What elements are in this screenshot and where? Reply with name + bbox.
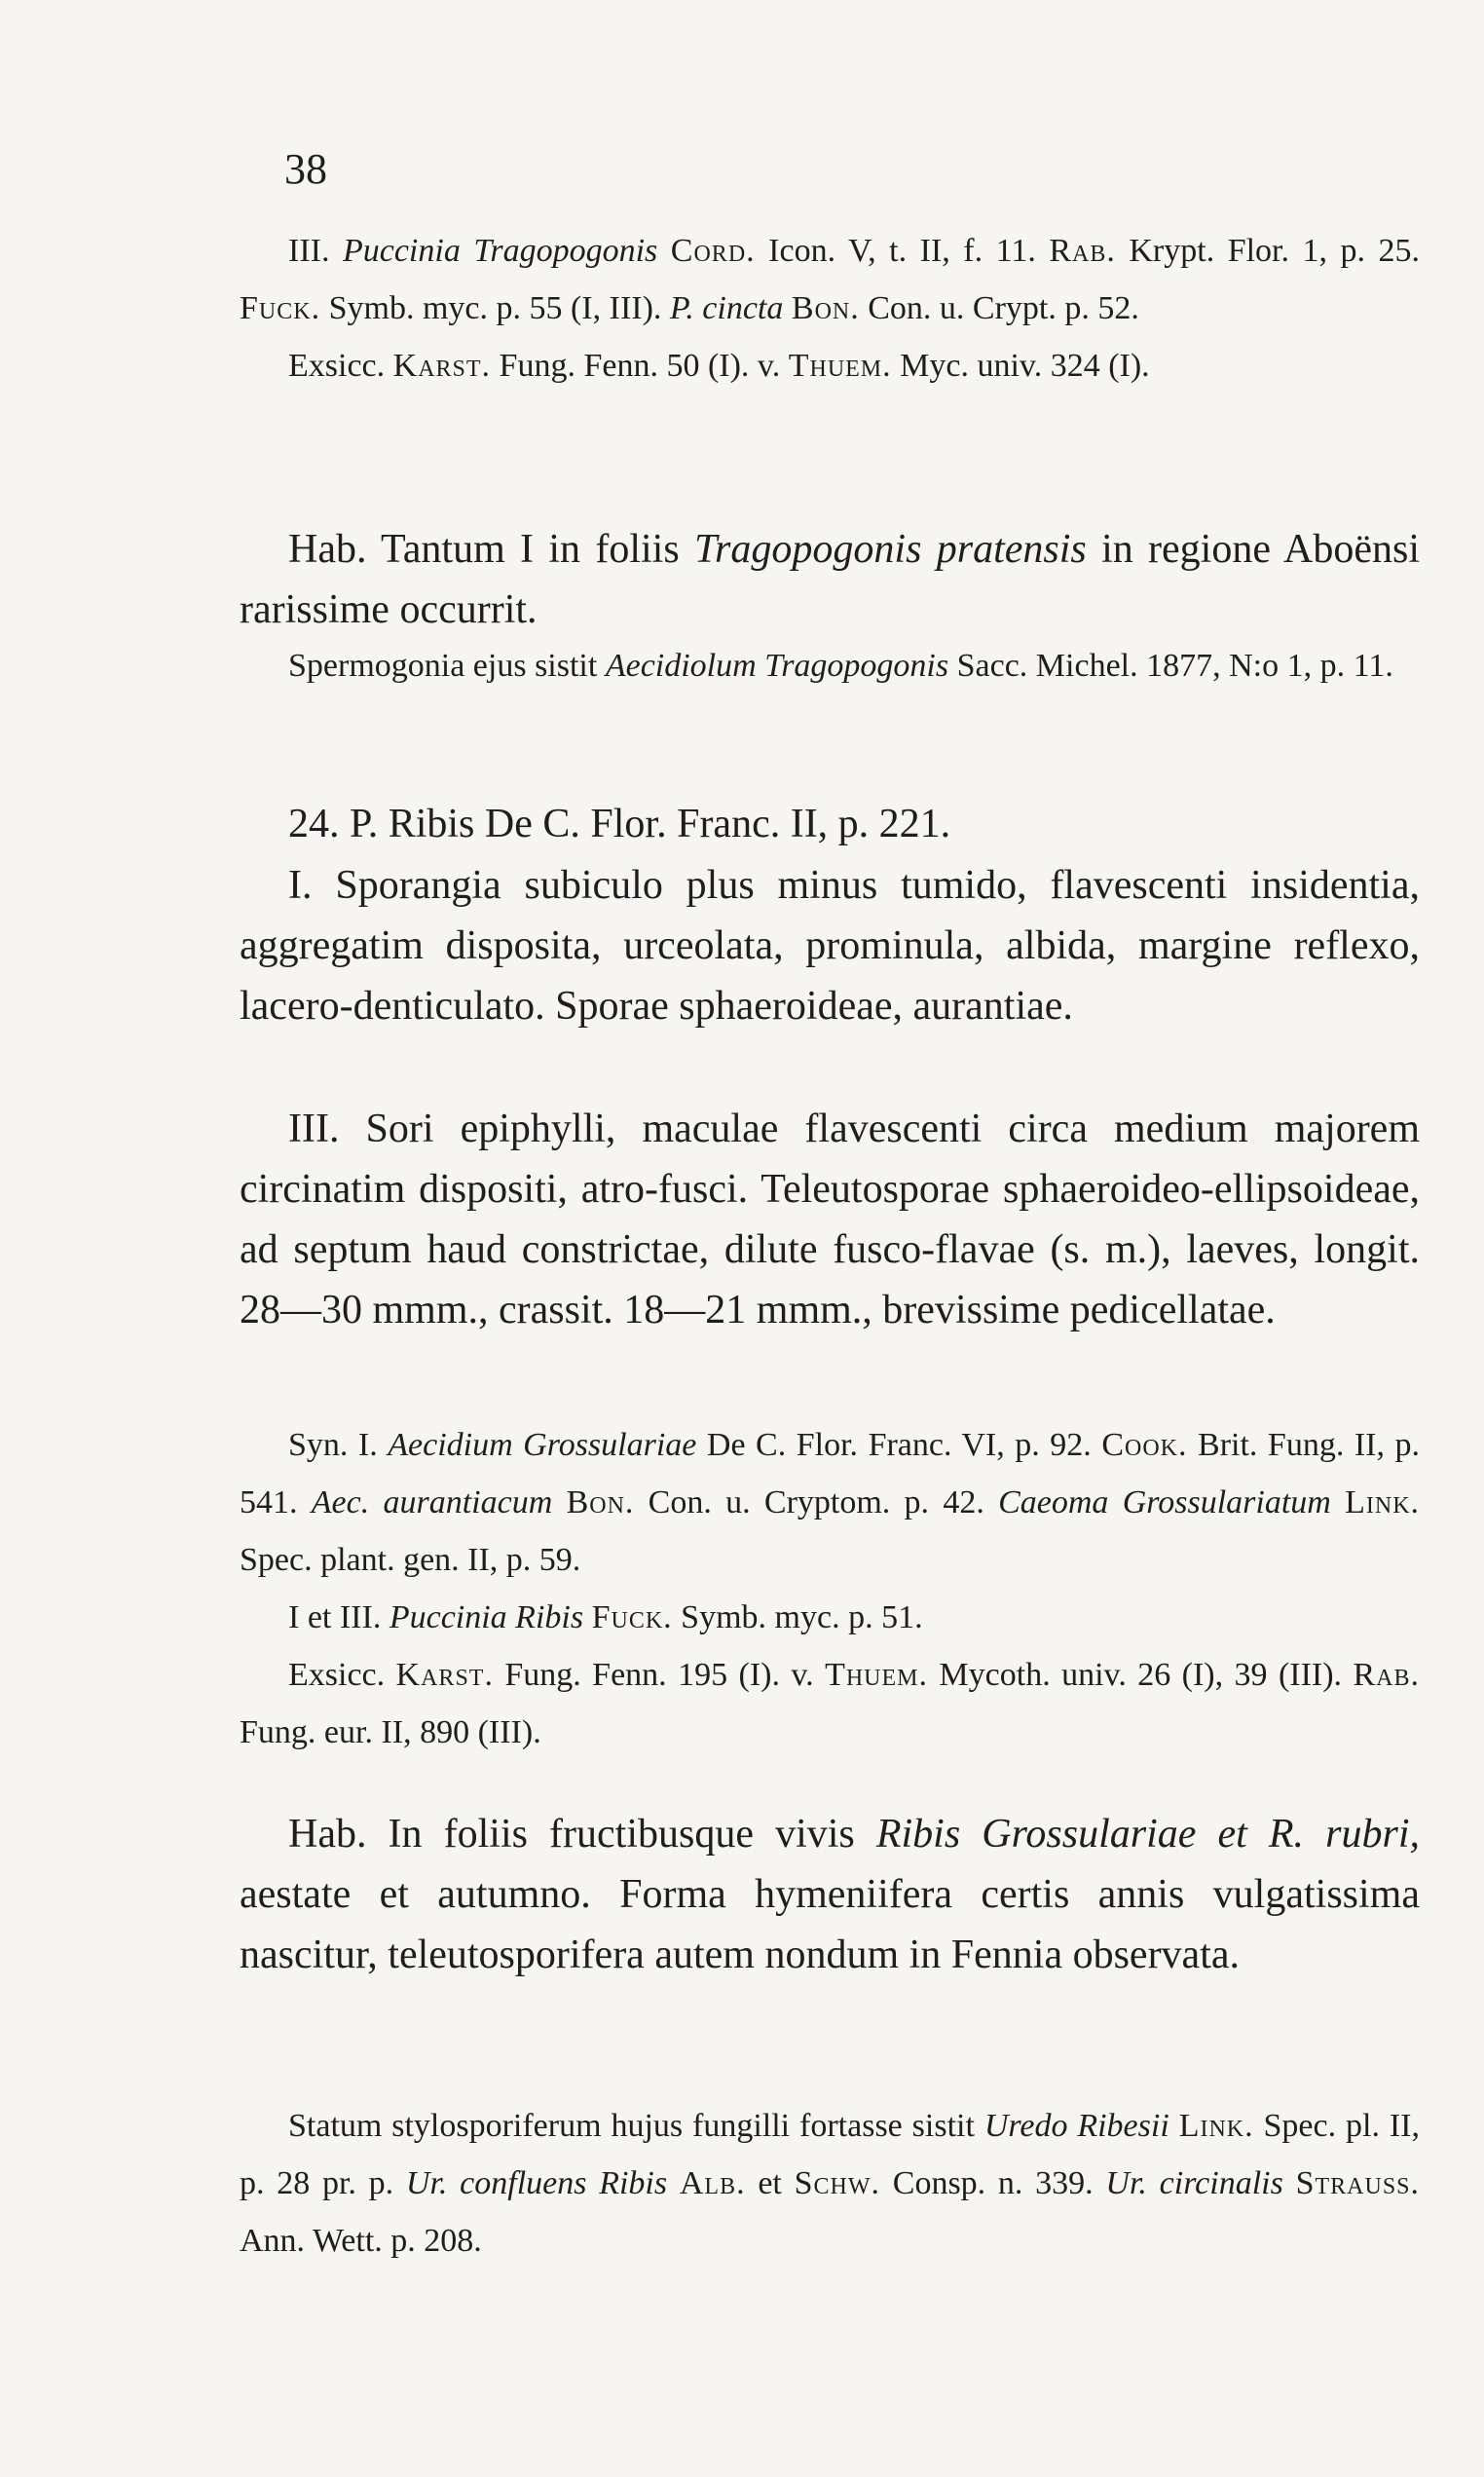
spermogonia-note: Spermogonia ejus sistit Aecidiolum Tragopogonis Sacc. Michel. 1877, N:o 1, p. 11.: [288, 648, 1393, 684]
description-III: III. Sori epiphylli, maculae flavescenti circa medium majorem circinatim dispositi, atro-fusci. Teleutosporae sphaeroideo-ellipsoideae, ad septum haud constrictae, dilute fusco-flavae (s. m.), laeves, longit. 28—30 mmm., crassit. 18—21 mmm., brevissime pedicellatae.: [240, 1107, 1420, 1332]
synonymy-block: [240, 1416, 1420, 1761]
exsiccata-text-24: Exsicc. Karst. Fung. Fenn. 195 (I). v. Thuem. Mycoth. univ. 26 (I), 39 (III). Rab. Fung. eur. II, 890 (III).: [240, 1657, 1420, 1750]
statum-note: Statum stylosporiferum hujus fungilli fortasse sistit Uredo Ribesii Link. Spec. pl. II, p. 28 pr. p. Ur. confluens Ribis Alb. et Schw. Consp. n. 339. Ur. circinalis Strauss. Ann. Wett. p. 208.: [240, 2108, 1421, 2259]
habitat-paragraph-24: Hab. In foliis fructibusque vivis Ribis Grossulariae et R. rubri, aestate et autumno. Forma hymeniifera certis annis vulgatissima nascitur, teleutosporifera autem nondum in Fennia observata.: [240, 1812, 1420, 1977]
citation-block-III: [240, 222, 1420, 394]
habitat-paragraph-III: Hab. Tantum I in foliis Tragopogonis pratensis in regione Aboënsi rarissime occurrit.: [240, 527, 1420, 632]
page-number: 38: [284, 145, 327, 193]
description-I: I. Sporangia subiculo plus minus tumido, flavescenti insidentia, aggregatim disposita, urceolata, prominula, albida, margine reflexo, lacero-denticulato. Sporae sphaeroideae, aurantiae.: [240, 863, 1420, 1029]
exsiccata-text: Exsicc. Karst. Fung. Fenn. 50 (I). v. Thuem. Myc. univ. 324 (I).: [288, 348, 1150, 384]
citation-text: III. Puccinia Tragopogonis Cord. Icon. V, t. II, f. 11. Rab. Krypt. Flor. 1, p. 25. Fuck. Symb. myc. p. 55 (I, III). P. cincta Bon. Con. u. Crypt. p. 52.: [240, 233, 1421, 326]
synonymy-text: Syn. I. Aecidium Grossulariae De C. Flor. Franc. VI, p. 92. Cook. Brit. Fung. II, p. 541. Aec. aurantiacum Bon. Con. u. Cryptom. p. 42. Caeoma Grossulariatum Link. Spec. plant. gen. II, p. 59.: [240, 1427, 1421, 1578]
synonymy-text-2: I et III. Puccinia Ribis Fuck. Symb. myc. p. 51.: [288, 1599, 923, 1635]
species-heading: 24. P. Ribis De C. Flor. Franc. II, p. 221.: [288, 802, 951, 846]
